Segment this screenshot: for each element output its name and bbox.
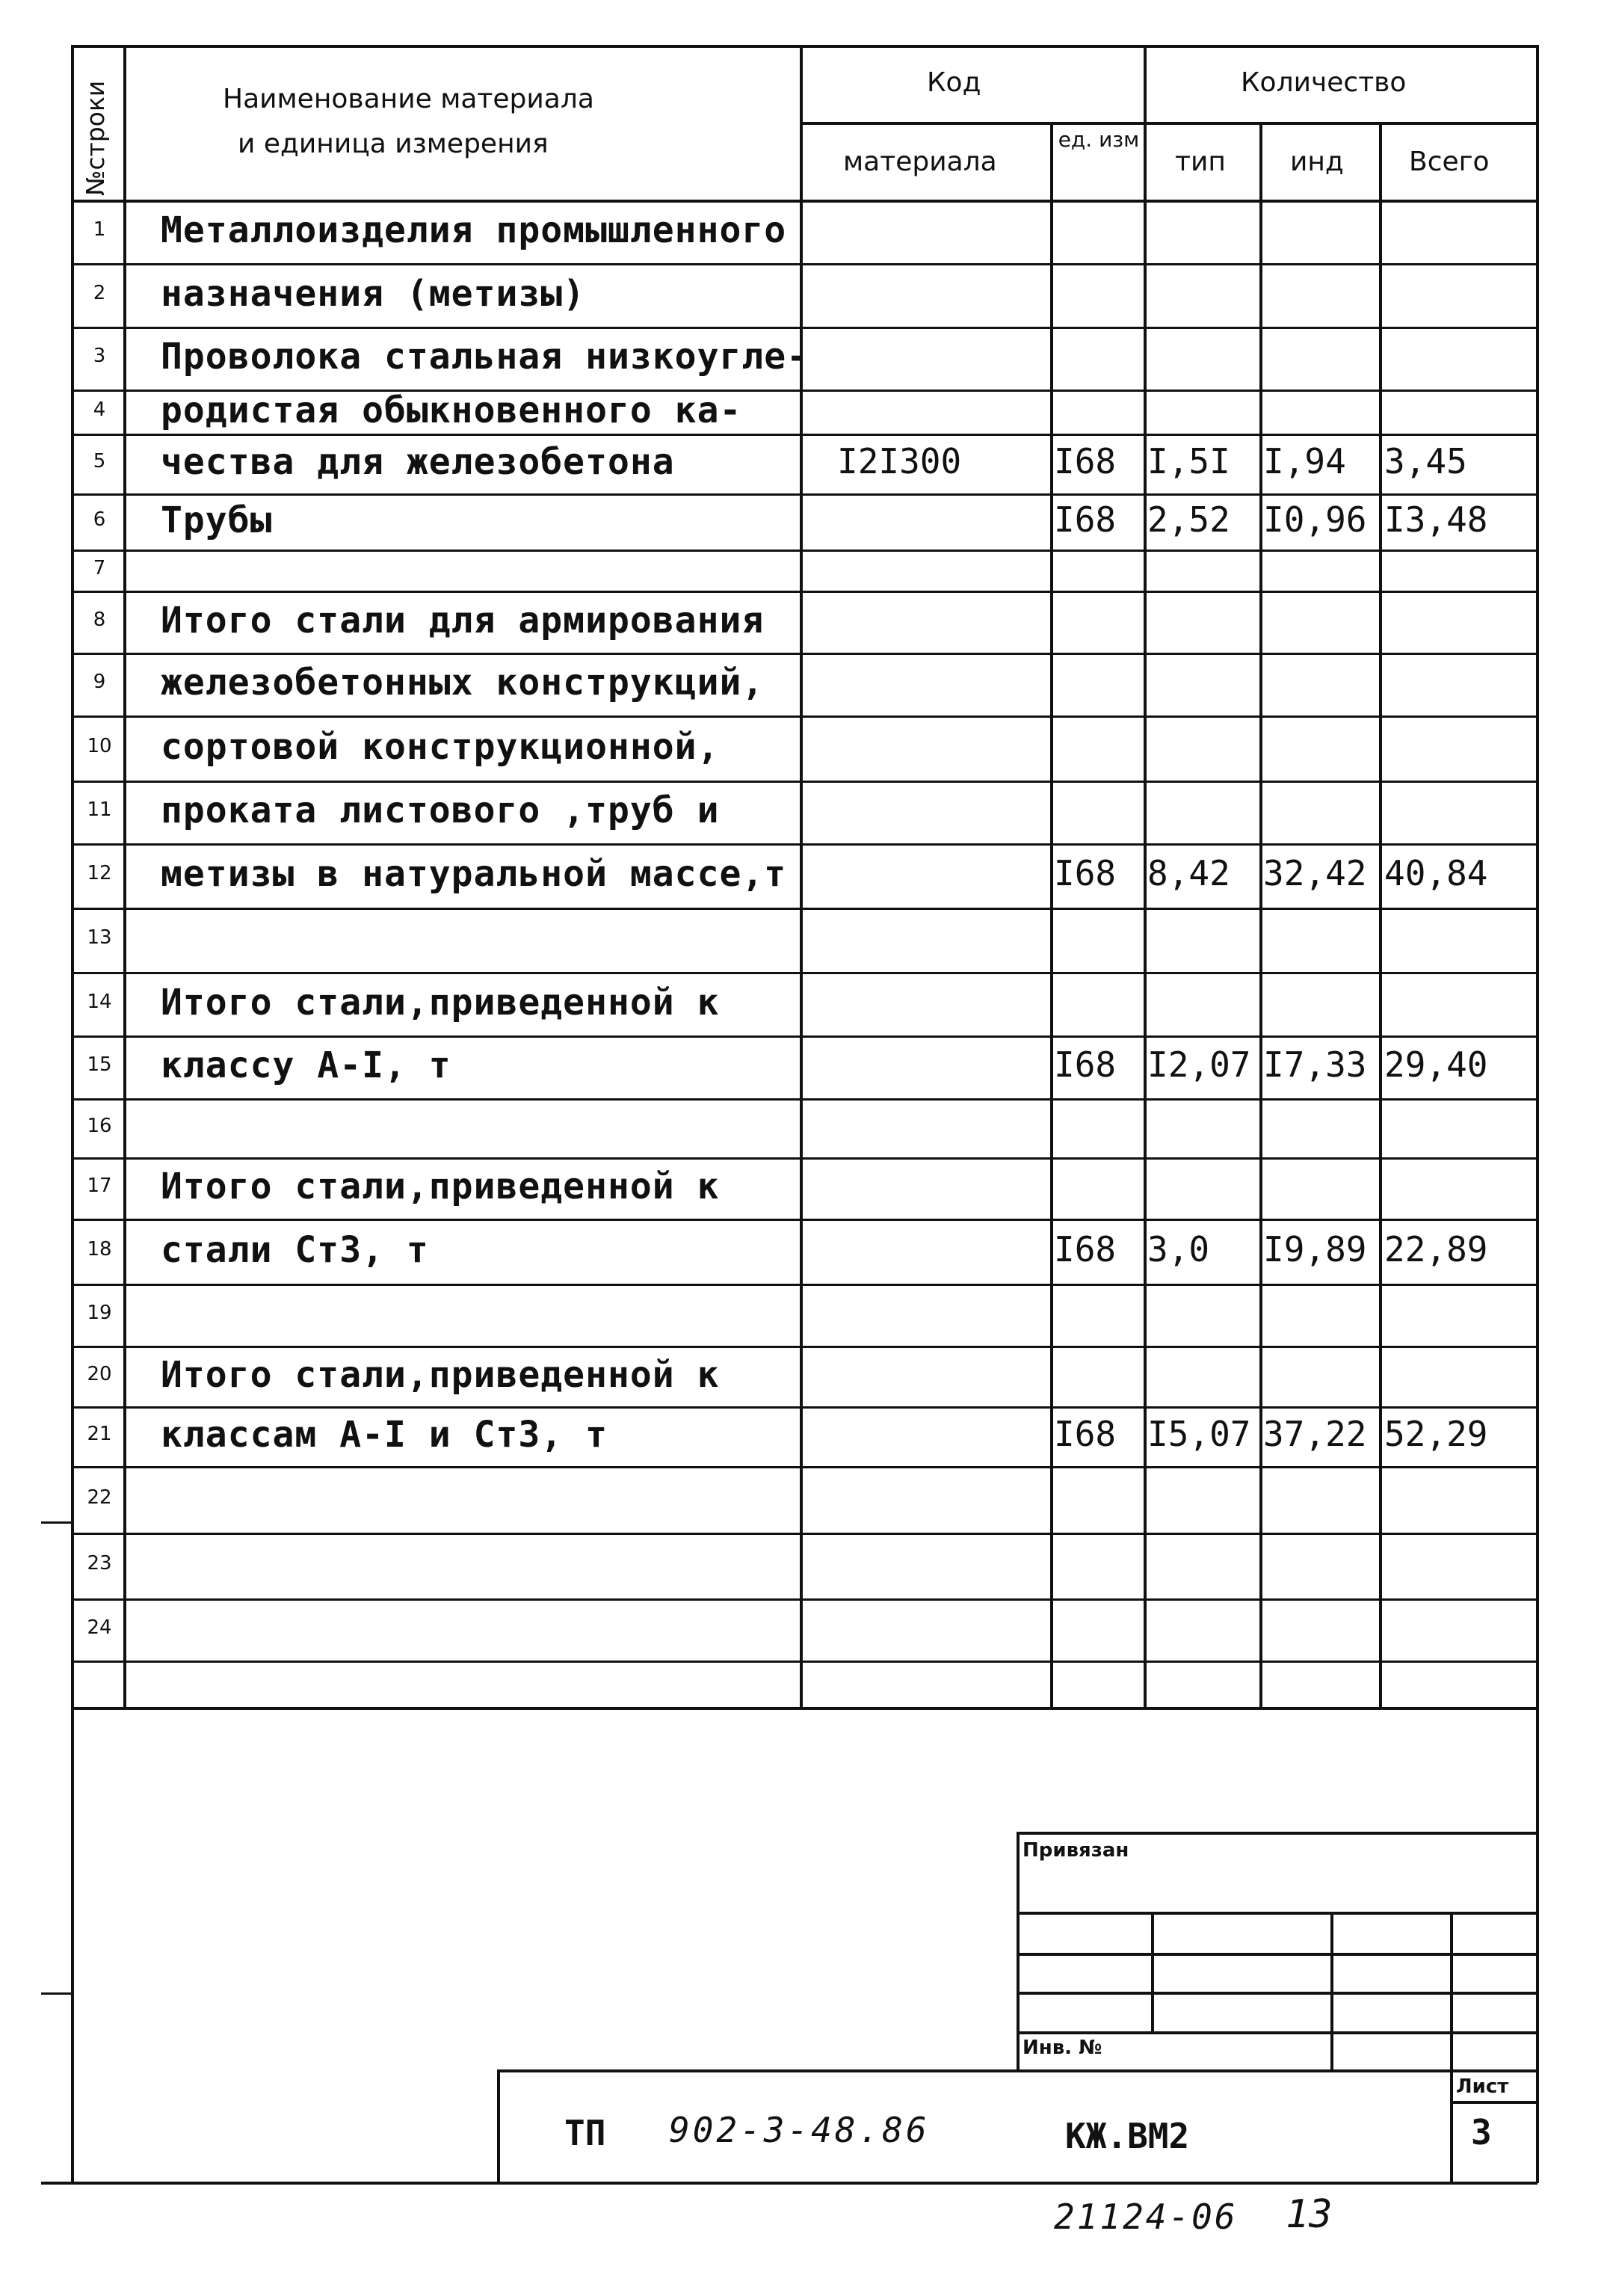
col-name-divider [800, 45, 803, 1708]
row-number: 11 [87, 798, 112, 821]
row-material-name: Итого стали,приведенной к [161, 1166, 720, 1207]
row-qty-ind: 37,22 [1263, 1414, 1367, 1454]
header-subdivider-code [800, 122, 1144, 125]
table-right-border [1536, 45, 1539, 2183]
stamp-line-4 [1017, 2031, 1537, 2034]
row-material-name: классам А-I и Ст3, т [161, 1414, 608, 1456]
row-material-name: родистая обыкновенного ка- [161, 389, 742, 431]
stamp-col-2 [1330, 1912, 1333, 2071]
row-divider [71, 434, 1537, 436]
col-rowno-divider [123, 45, 126, 1708]
row-number: 18 [87, 1237, 112, 1261]
row-unit-code: I68 [1054, 1414, 1117, 1454]
row-divider [71, 1219, 1537, 1221]
stamp-top-border [1017, 1832, 1537, 1835]
row-material-name: Итого стали,приведенной к [161, 981, 720, 1024]
row-qty-typ: 8,42 [1147, 853, 1230, 893]
row-qty-ind: I,94 [1263, 441, 1346, 481]
row-divider [71, 1284, 1537, 1286]
row-qty-ind: I7,33 [1263, 1044, 1367, 1085]
row-qty-total: 22,89 [1384, 1228, 1488, 1269]
row-divider [71, 653, 1537, 655]
row-number: 23 [87, 1552, 112, 1575]
row-qty-total: 40,84 [1384, 853, 1488, 893]
row-qty-total: 52,29 [1384, 1414, 1488, 1454]
row-material-name: Трубы [161, 499, 273, 541]
col-ind-divider [1379, 122, 1382, 1708]
stamp-col-3 [1450, 1912, 1453, 2183]
row-number: 4 [93, 398, 106, 421]
row-number: 24 [87, 1616, 112, 1639]
row-number: 21 [87, 1423, 112, 1445]
row-number: 6 [93, 508, 106, 531]
row-material-name: чества для железобетона [161, 441, 675, 483]
row-material-code: I2I300 [837, 441, 962, 481]
header-name-line2: и единица измерения [238, 129, 549, 159]
row-divider [71, 843, 1537, 846]
header-qty-typ: тип [1175, 147, 1226, 177]
row-material-name: проката листового ,труб и [161, 790, 720, 831]
row-number: 3 [93, 345, 106, 367]
stamp-doc-prefix: ТП [564, 2113, 606, 2153]
row-qty-typ: 2,52 [1147, 499, 1230, 540]
row-number: 7 [93, 556, 106, 579]
row-qty-ind: I9,89 [1263, 1228, 1367, 1269]
row-divider [71, 1533, 1537, 1535]
row-number: 10 [87, 734, 112, 757]
col-unit-divider [1050, 122, 1053, 1708]
row-divider [71, 908, 1537, 910]
row-divider [71, 1098, 1537, 1101]
row-number: 19 [87, 1301, 112, 1324]
row-material-name: классу А-I, т [161, 1044, 451, 1086]
row-unit-code: I68 [1054, 853, 1117, 893]
row-unit-code: I68 [1054, 499, 1117, 540]
header-quantity: Количество [1241, 67, 1407, 98]
table-bottom-border [71, 1707, 1537, 1710]
row-number: 13 [87, 926, 112, 949]
row-divider [71, 1598, 1537, 1601]
sheet-bottom-border [41, 2182, 1537, 2185]
row-number: 5 [93, 450, 106, 473]
sheet-label-underline [1450, 2101, 1537, 2104]
row-number: 22 [87, 1486, 112, 1509]
row-unit-code: I68 [1054, 1044, 1117, 1085]
row-number: 12 [87, 862, 112, 884]
table-left-border [71, 45, 74, 1708]
header-code-unit: ед. изм [1058, 127, 1140, 152]
header-subdivider-qty [1144, 122, 1537, 125]
stamp-left-border [1017, 1832, 1020, 2071]
stamp-doc-code: КЖ.ВМ2 [1065, 2116, 1190, 2156]
margin-tick-2 [41, 1992, 71, 1995]
margin-tick-1 [41, 1521, 71, 1524]
footer-archive-number: 21124-06 [1054, 2197, 1238, 2237]
row-divider [71, 327, 1537, 329]
row-number: 1 [93, 218, 106, 241]
row-divider [71, 493, 1537, 496]
row-qty-typ: 3,0 [1147, 1228, 1210, 1269]
row-material-name: стали Ст3, т [161, 1228, 429, 1271]
row-number: 9 [93, 671, 106, 693]
stamp-attached-label: Привязан [1023, 1839, 1129, 1862]
row-qty-total: I3,48 [1384, 499, 1488, 540]
sheet-left-border [71, 1707, 74, 2183]
row-divider [71, 263, 1537, 265]
row-unit-code: I68 [1054, 1228, 1117, 1269]
row-divider [71, 1035, 1537, 1038]
row-qty-typ: I,5I [1147, 441, 1230, 481]
col-code-divider [1144, 45, 1147, 1708]
row-number: 15 [87, 1053, 112, 1076]
header-qty-total: Всего [1409, 147, 1490, 177]
row-material-name: железобетонных конструкций, [161, 662, 765, 704]
header-name-line1: Наименование материала [223, 84, 594, 114]
header-code: Код [927, 67, 981, 98]
row-qty-ind: I0,96 [1263, 499, 1367, 540]
row-divider [71, 972, 1537, 974]
title-block-left [497, 2069, 500, 2183]
row-qty-ind: 32,42 [1263, 853, 1367, 893]
row-qty-total: 3,45 [1384, 441, 1467, 481]
row-material-name: назначения (метизы) [161, 272, 586, 315]
row-material-name: сортовой конструкционной, [161, 725, 720, 768]
row-divider [71, 1466, 1537, 1468]
row-divider [71, 1406, 1537, 1409]
row-qty-typ: I5,07 [1147, 1414, 1251, 1454]
title-block-top [497, 2069, 1537, 2072]
stamp-line-3 [1017, 1992, 1537, 1995]
row-number: 16 [87, 1114, 112, 1137]
header-bottom-border [71, 200, 1537, 203]
header-code-material: материала [843, 147, 997, 177]
row-divider [71, 715, 1537, 718]
stamp-sheet-number: 3 [1471, 2112, 1492, 2152]
header-row-number: №строки [81, 80, 110, 196]
stamp-sheet-label: Лист [1456, 2075, 1509, 2098]
row-divider [71, 1661, 1537, 1663]
row-divider [71, 781, 1537, 783]
stamp-line-1 [1017, 1912, 1537, 1915]
row-divider [71, 591, 1537, 593]
row-material-name: Итого стали для армирования [161, 599, 765, 641]
stamp-inv-label: Инв. № [1023, 2037, 1102, 2059]
row-unit-code: I68 [1054, 441, 1117, 481]
row-material-name: метизы в натуральной массе,т [161, 853, 787, 895]
row-divider [71, 1157, 1537, 1160]
row-divider [71, 550, 1537, 552]
footer-page-number: 13 [1286, 2192, 1333, 2237]
row-divider [71, 1346, 1537, 1348]
col-typ-divider [1259, 122, 1262, 1708]
row-qty-typ: I2,07 [1147, 1044, 1251, 1085]
table-top-border [71, 45, 1537, 48]
row-number: 14 [87, 990, 112, 1013]
row-material-name: Проволока стальная низкоугле- [161, 336, 809, 378]
row-material-name: Металлоизделия промышленного [161, 209, 787, 251]
row-number: 20 [87, 1362, 112, 1385]
stamp-doc-number: 902-3-48.86 [669, 2110, 930, 2150]
row-number: 2 [93, 281, 106, 304]
row-number: 17 [87, 1175, 112, 1197]
header-qty-ind: инд [1290, 147, 1344, 177]
row-qty-total: 29,40 [1384, 1044, 1488, 1085]
stamp-col-1 [1151, 1912, 1154, 2031]
row-number: 8 [93, 608, 106, 631]
stamp-line-2 [1017, 1953, 1537, 1956]
row-material-name: Итого стали,приведенной к [161, 1353, 720, 1396]
